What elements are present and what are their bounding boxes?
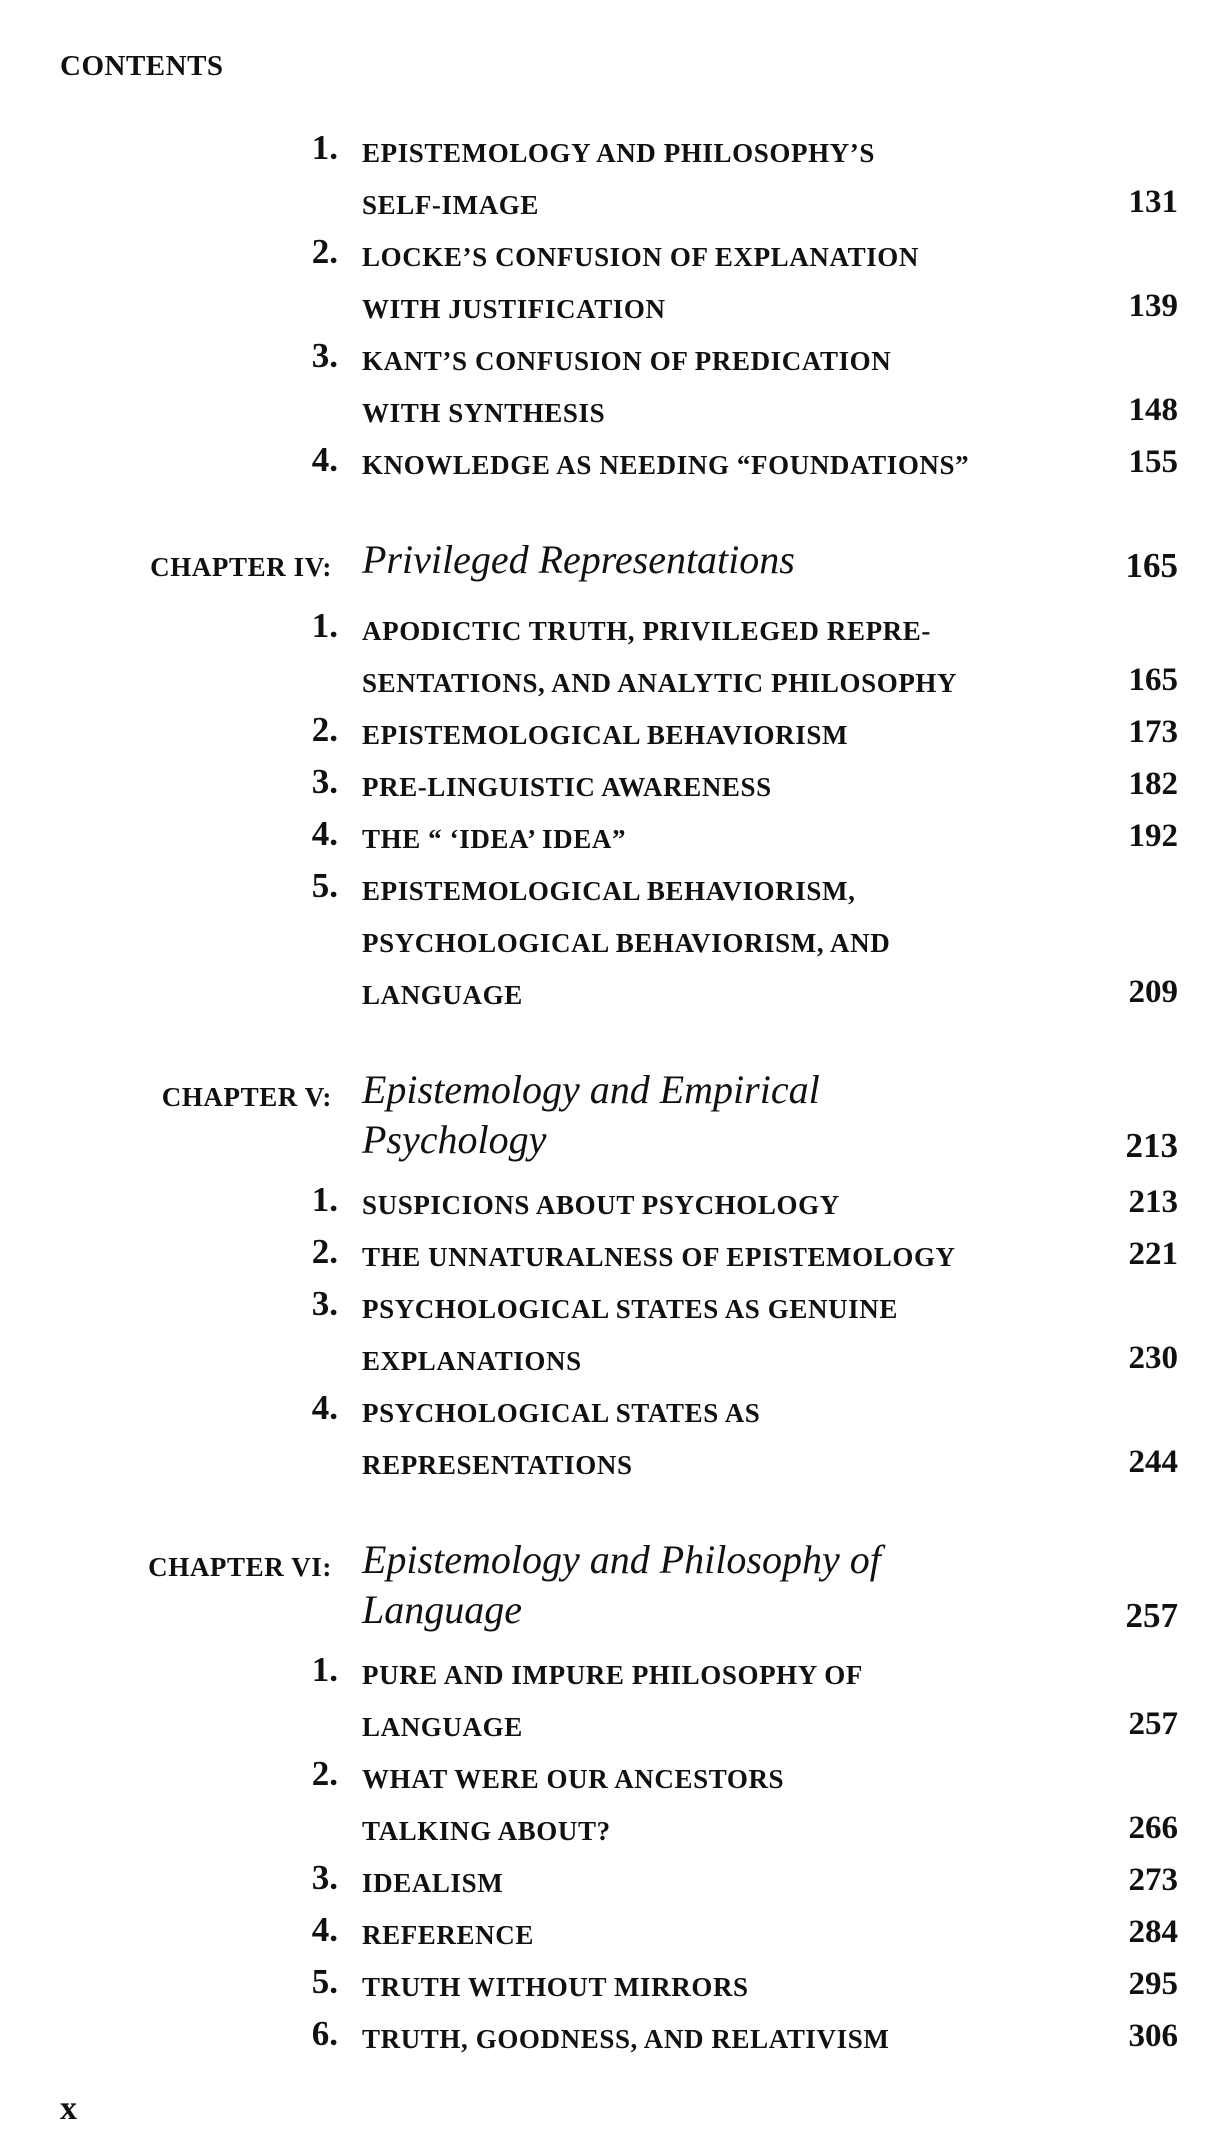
section-title: PSYCHOLOGICAL BEHAVIORISM, AND [362,928,891,958]
section-title: PURE AND IMPURE PHILOSOPHY OF [362,1660,863,1690]
section-title: LANGUAGE [362,980,523,1010]
section-page-number: 192 [1128,818,1178,854]
toc-entry-line [0,2014,1215,2070]
section-number: 3. [311,762,338,801]
toc-entry-line [0,762,1215,818]
section-page-number: 131 [1128,184,1178,220]
toc-entry-line [0,1650,1215,1706]
section-number: 5. [311,1962,338,2001]
section-number: 1. [311,606,338,645]
section-title: SENTATIONS, AND ANALYTIC PHILOSOPHY [362,668,958,698]
section-title: PRE-LINGUISTIC AWARENESS [362,772,772,802]
toc-entry-line [0,336,1215,392]
chapter-heading-line [0,1116,1215,1168]
section-title: WITH SYNTHESIS [362,398,606,428]
section-title: PSYCHOLOGICAL STATES AS [362,1398,761,1428]
toc-entry-line [0,606,1215,662]
chapter-heading-line [0,1066,1215,1118]
section-title: EXPLANATIONS [362,1346,582,1376]
section-number: 5. [311,866,338,905]
chapter-heading-line [0,1536,1215,1588]
section-title: LANGUAGE [362,1712,523,1742]
chapter-title: Language [362,1587,522,1632]
running-head: CONTENTS [60,50,224,82]
toc-entry-line [0,1388,1215,1444]
section-number: 2. [311,1754,338,1793]
toc-entry-line [0,1444,1215,1496]
toc-entry-line [0,1858,1215,1914]
toc-entry-line [0,184,1215,236]
section-page-number: 173 [1128,714,1178,750]
section-title: THE “ ‘IDEA’ IDEA” [362,824,627,854]
chapter-title: Epistemology and Empirical [362,1067,820,1112]
section-number: 1. [311,128,338,167]
chapter-title: Epistemology and Philosophy of [362,1537,881,1582]
section-title: IDEALISM [362,1868,504,1898]
chapter-page-number: 165 [1125,546,1178,585]
toc-entry-line [0,288,1215,340]
section-title: TALKING ABOUT? [362,1816,611,1846]
toc-entry-line [0,922,1215,974]
section-title: KANT’S CONFUSION OF PREDICATION [362,346,892,376]
section-page-number: 139 [1128,288,1178,324]
section-page-number: 148 [1128,392,1178,428]
toc-entry-line [0,1810,1215,1862]
section-title: THE UNNATURALNESS OF EPISTEMOLOGY [362,1242,956,1272]
chapter-heading-line [0,1586,1215,1638]
page-number: x [60,2090,77,2127]
section-page-number: 155 [1128,444,1178,480]
toc-entry-line [0,1284,1215,1340]
section-title: WITH JUSTIFICATION [362,294,666,324]
chapter-page-number: 257 [1125,1596,1178,1635]
section-page-number: 209 [1128,974,1178,1010]
section-title: LOCKE’S CONFUSION OF EXPLANATION [362,242,919,272]
section-number: 1. [311,1180,338,1219]
toc-entry-line [0,1180,1215,1236]
chapter-label: CHAPTER V: [161,1082,332,1112]
section-number: 2. [311,710,338,749]
section-title: TRUTH, GOODNESS, AND RELATIVISM [362,2024,890,2054]
section-page-number: 213 [1128,1184,1178,1220]
toc-entry-line [0,1340,1215,1392]
toc-entry-line [0,392,1215,444]
section-number: 4. [311,1910,338,1949]
section-page-number: 182 [1128,766,1178,802]
toc-entry-line [0,440,1215,496]
section-number: 3. [311,336,338,375]
toc-entry-line [0,232,1215,288]
section-number: 4. [311,1388,338,1427]
section-page-number: 266 [1128,1810,1178,1846]
section-number: 2. [311,1232,338,1271]
section-title: APODICTIC TRUTH, PRIVILEGED REPRE- [362,616,931,646]
chapter-label: CHAPTER IV: [150,552,332,582]
section-page-number: 257 [1128,1706,1178,1742]
toc-entry-line [0,1962,1215,2018]
toc-entry-line [0,1754,1215,1810]
section-page-number: 165 [1128,662,1178,698]
section-page-number: 306 [1128,2018,1178,2054]
chapter-heading-line [0,536,1215,588]
section-title: EPISTEMOLOGICAL BEHAVIORISM, [362,876,856,906]
section-number: 4. [311,440,338,479]
toc-entry-line [0,814,1215,870]
toc-entry-line [0,974,1215,1026]
section-page-number: 244 [1128,1444,1178,1480]
chapter-title: Privileged Representations [362,537,795,582]
section-page-number: 295 [1128,1966,1178,2002]
section-page-number: 273 [1128,1862,1178,1898]
section-title: EPISTEMOLOGICAL BEHAVIORISM [362,720,849,750]
section-page-number: 221 [1128,1236,1178,1272]
section-title: EPISTEMOLOGY AND PHILOSOPHY’S [362,138,875,168]
section-title: TRUTH WITHOUT MIRRORS [362,1972,749,2002]
section-number: 1. [311,1650,338,1689]
section-number: 3. [311,1284,338,1323]
section-number: 3. [311,1858,338,1897]
section-title: WHAT WERE OUR ANCESTORS [362,1764,785,1794]
section-page-number: 284 [1128,1914,1178,1950]
toc-entry-line [0,710,1215,766]
toc-entry-line [0,128,1215,184]
toc-entry-line [0,1232,1215,1288]
section-title: SELF-IMAGE [362,190,540,220]
toc-entry-line [0,1706,1215,1758]
section-page-number: 230 [1128,1340,1178,1376]
section-title: REFERENCE [362,1920,534,1950]
section-number: 4. [311,814,338,853]
section-title: KNOWLEDGE AS NEEDING “FOUNDATIONS” [362,450,970,480]
chapter-label: CHAPTER VI: [148,1552,332,1582]
section-number: 6. [311,2014,338,2053]
toc-entry-line [0,662,1215,714]
section-title: REPRESENTATIONS [362,1450,633,1480]
section-title: PSYCHOLOGICAL STATES AS GENUINE [362,1294,898,1324]
section-number: 2. [311,232,338,271]
toc-entry-line [0,1910,1215,1966]
section-title: SUSPICIONS ABOUT PSYCHOLOGY [362,1190,840,1220]
chapter-page-number: 213 [1125,1126,1178,1165]
chapter-title: Psychology [362,1117,547,1162]
toc-entry-line [0,866,1215,922]
